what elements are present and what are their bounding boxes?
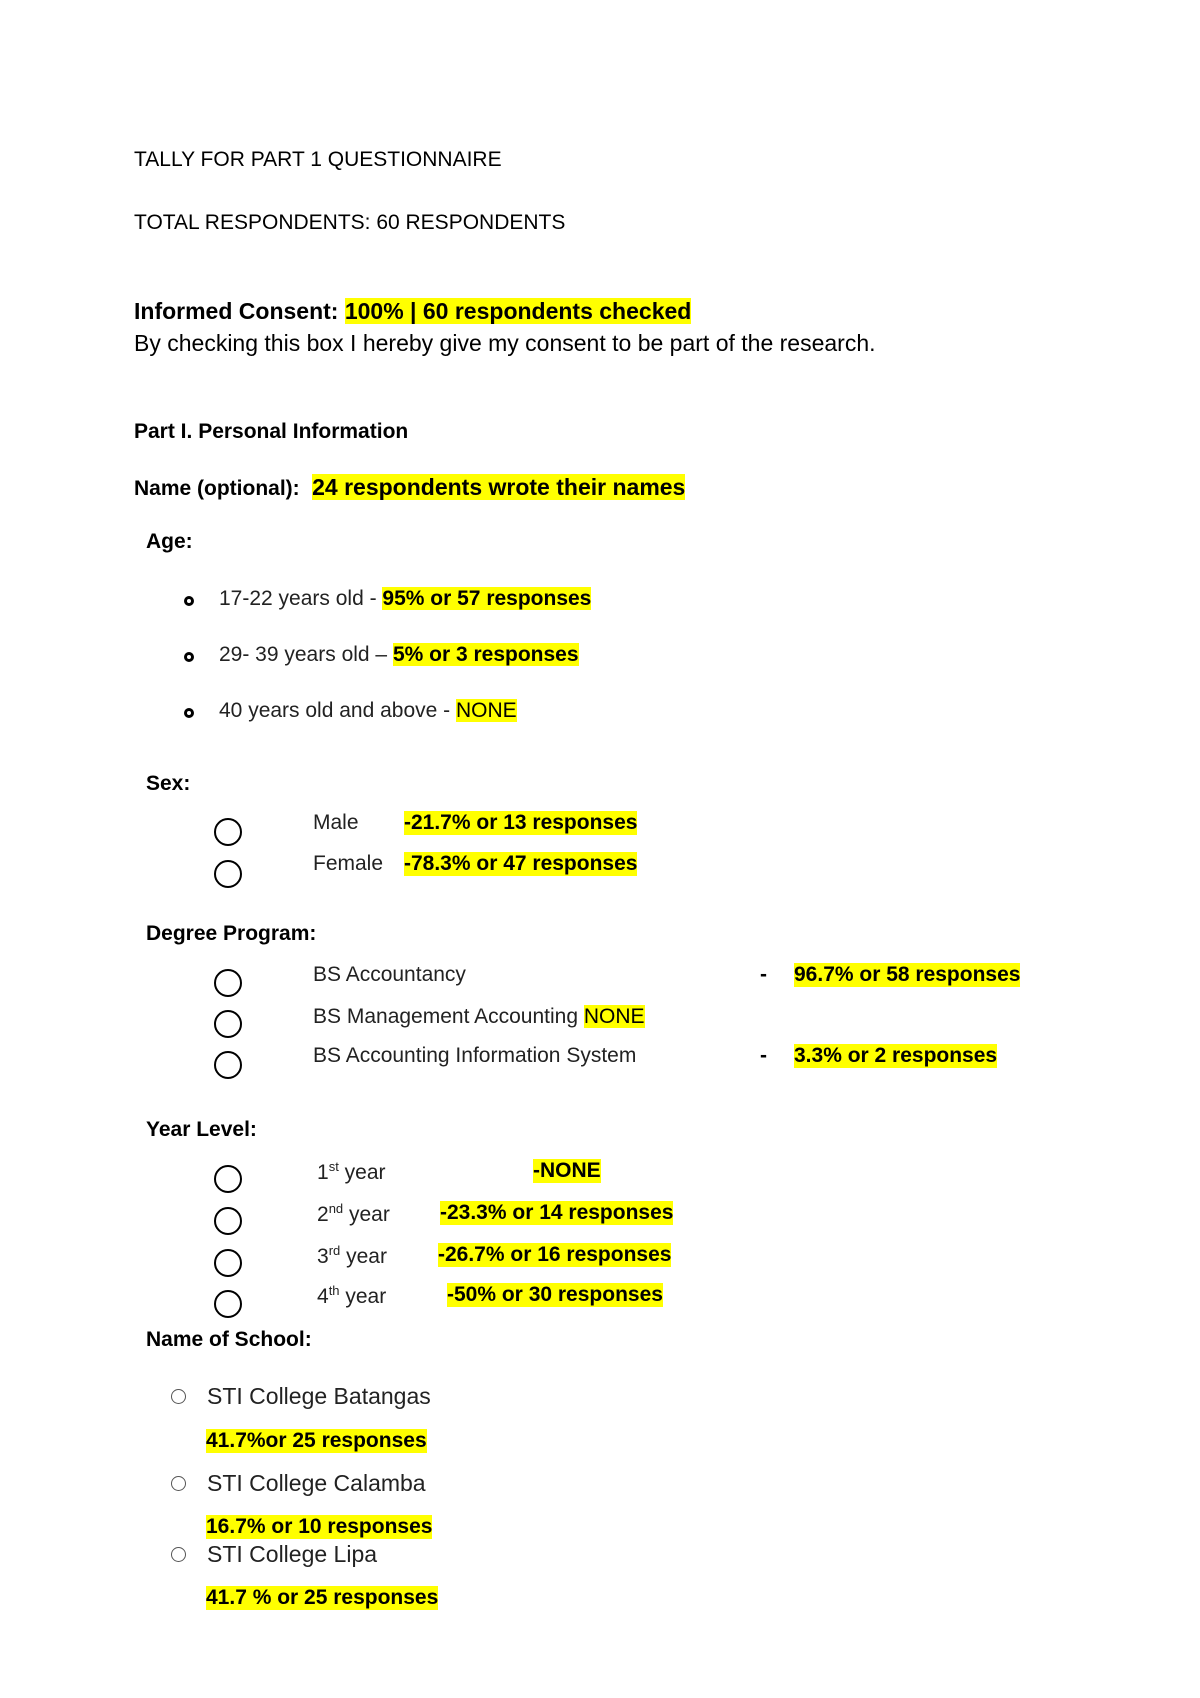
- radio-circle-icon[interactable]: [214, 1290, 242, 1318]
- age-item-result: 95% or 57 responses: [382, 587, 592, 610]
- degree-option-label: BS Accountancy: [313, 963, 466, 986]
- age-item-label: 29- 39 years old –: [219, 643, 393, 666]
- school-option-result: 41.7 % or 25 responses: [206, 1586, 439, 1609]
- age-item: [219, 699, 517, 723]
- year-option-result: -50% or 30 responses: [447, 1283, 663, 1306]
- radio-circle-icon[interactable]: [214, 969, 242, 997]
- part-heading: Part I. Personal Information: [134, 420, 409, 443]
- year-option-label: 2nd year: [317, 1201, 390, 1226]
- radio-circle-icon[interactable]: [214, 818, 242, 846]
- radio-circle-icon[interactable]: [214, 860, 242, 888]
- consent-result: 100% | 60 respondents checked: [344, 298, 692, 324]
- radio-circle-icon[interactable]: [171, 1389, 186, 1404]
- year-option-label: 4th year: [317, 1283, 387, 1308]
- sex-option-label: Female: [313, 852, 384, 875]
- radio-circle-icon[interactable]: [171, 1547, 186, 1562]
- name-result: 24 respondents wrote their names: [312, 474, 686, 500]
- degree-label: Degree Program:: [146, 922, 317, 945]
- age-item: [219, 643, 579, 667]
- bullet-icon: [184, 708, 194, 718]
- sex-option-result: -21.7% or 13 responses: [404, 811, 638, 834]
- bullet-icon: [184, 596, 194, 606]
- year-label: Year Level:: [146, 1118, 257, 1141]
- name-line: [134, 474, 685, 501]
- radio-circle-icon[interactable]: [214, 1010, 242, 1038]
- consent-label: Informed Consent:: [134, 298, 339, 324]
- age-label: Age:: [146, 530, 193, 553]
- radio-circle-icon[interactable]: [214, 1051, 242, 1079]
- year-option-result: -23.3% or 14 responses: [440, 1201, 674, 1224]
- school-option-label: STI College Lipa: [207, 1541, 378, 1567]
- degree-option-result: NONE: [583, 1005, 645, 1028]
- year-option-label: 1st year: [317, 1159, 386, 1184]
- radio-circle-icon[interactable]: [171, 1476, 186, 1491]
- consent-line: [134, 298, 691, 325]
- sex-option-label: Male: [313, 811, 359, 834]
- document-title: TALLY FOR PART 1 QUESTIONNAIRE: [134, 148, 502, 171]
- degree-option-result: 96.7% or 58 responses: [794, 963, 1021, 986]
- school-option-result: 16.7% or 10 responses: [206, 1515, 433, 1538]
- age-item-label: 40 years old and above -: [219, 699, 456, 722]
- year-option-label: 3rd year: [317, 1243, 387, 1268]
- degree-dash: -: [760, 963, 767, 986]
- radio-circle-icon[interactable]: [214, 1207, 242, 1235]
- consent-text: By checking this box I hereby give my consent to be part of the research.: [134, 330, 876, 356]
- total-respondents: TOTAL RESPONDENTS: 60 RESPONDENTS: [134, 211, 566, 234]
- age-item-result: 5% or 3 responses: [392, 643, 579, 666]
- school-option-label: STI College Calamba: [207, 1470, 426, 1496]
- sex-label: Sex:: [146, 772, 191, 795]
- degree-dash: -: [760, 1044, 767, 1067]
- school-label: Name of School:: [146, 1328, 312, 1351]
- school-option-label: STI College Batangas: [207, 1383, 431, 1409]
- degree-option-item: [313, 1005, 645, 1029]
- sex-option-result: -78.3% or 47 responses: [404, 852, 638, 875]
- degree-option-label: BS Management Accounting: [313, 1005, 584, 1028]
- bullet-icon: [184, 652, 194, 662]
- degree-option-result: 3.3% or 2 responses: [794, 1044, 998, 1067]
- name-label: Name (optional):: [134, 477, 300, 500]
- school-option-result: 41.7%or 25 responses: [206, 1429, 427, 1452]
- year-option-result: -NONE: [533, 1159, 601, 1182]
- radio-circle-icon[interactable]: [214, 1165, 242, 1193]
- age-item: [219, 587, 591, 611]
- year-option-result: -26.7% or 16 responses: [438, 1243, 672, 1266]
- age-item-result: NONE: [456, 699, 517, 722]
- age-item-label: 17-22 years old -: [219, 587, 383, 610]
- degree-option-label: BS Accounting Information System: [313, 1044, 637, 1067]
- radio-circle-icon[interactable]: [214, 1249, 242, 1277]
